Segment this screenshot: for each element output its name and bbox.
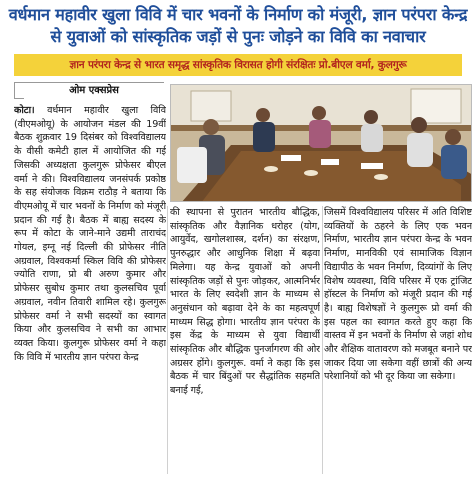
article-column-2: की स्थापना से पुरातन भारतीय बौद्धिक, सांस्कृतिक और वैज्ञानिक धरोहर (योग, आयुर्वेद, खगोलशास्त्र, दर्शन) का संरक्षण, पुनरुद्धार और आधुनिक शिक्षा में बढ़वा मिलेगा। यह केन्द्र युवाओं को अपनी सांस्कृतिक जड़ों से पुनः जोड़कर, आत्मनिर्भर भारत के लिए स्वदेशी ज्ञान के माध्यम से अनुसंधान को बढ़ावा देने के का महत्वपूर्ण माध्यम सिद्ध होगा। भारतीय ज्ञान परंपरा के इस केंद्र के माध्यम से युवा विद्यार्थी सांस्कृतिक और बौद्धिक पुनर्जागरण की ओर अग्रसर होंगे। कुलगुरू. वर्मा ने कहा कि इस बैठक में चार बिंदुओं पर सैद्धांतिक सहमति बनाई गई, (170, 207, 320, 397)
column-1-text: वर्धमान महावीर खुला विवि (वीएमओयू) के आयोजन मंडल की 19वीं बैठक शुक्रवार 19 दिसंबर को विश्वविद्यालय के वीसी कमेटी हाल में आयोजित की गई जिसकी अध्यक्षता कुलगुरू प्रोफेसर बीएल वर्मा ने की। विश्वविद्यालय जनसंपर्क प्रकोष्ठ के सह संयोजक विक्रम राठौड़ ने बताया कि वीएमओयू में चार भवनों के निर्माण को मंजूरी प्रदान की गई है। बैठक में बाह्य सदस्य के रूप में कोटा के जाने-माने उद्यमी ताराचंद गोयल, इग्नू नई दिल्ली की प्रोफेसर नीति अग्रवाल, विश्वकर्मा स्किल विवि की प्रोफेसर ज्योति राणा, प्रो बी अरुण कुमार और प्रोफेसर सुबोध कुमार तथा कुलसचिव पूर्वा अग्रवाल, नवीन तिवारी शामिल रहे। कुलगुरू प्रोफेसर वर्मा ने सभी सदस्यों का स्वागत किया और कुलसचिव ने सभी का आभार व्यक्त किया। कुलगुरू प्रोफेसर वर्मा ने कहा कि विवि में भारतीय ज्ञान परंपरा केन्द्र (14, 105, 166, 363)
article-headline: वर्धमान महावीर खुला विवि में चार भवनों के निर्माण को मंजूरी, ज्ञान परंपरा केन्द्र से युवाओं को सांस्कृतिक जड़ों से पुनः जोड़ने का विवि का नवाचार (8, 5, 468, 46)
meeting-photo-illustration (171, 85, 472, 202)
meeting-photo (170, 84, 472, 202)
article-column-1 (14, 104, 166, 476)
article-subheadline: ज्ञान परंपरा केन्द्र से भारत समृद्ध सांस्कृतिक विरासत होगी संरक्षितः प्रो.बीएल वर्मा, कुलगुरू (14, 54, 462, 76)
column-divider (322, 206, 323, 474)
byline: ओम एक्सप्रेस (24, 83, 164, 99)
column-divider (167, 206, 168, 474)
article-column-3: जिसमें विश्वविद्यालय परिसर में अति विशिष्ट व्यक्तियों के ठहरने के लिए एक भवन निर्माण, भारतीय ज्ञान परंपरा केन्द्र के भवन निर्माण, मानविकी एवं सामाजिक विज्ञान विद्यापीठ के भवन निर्माण, दिव्यांगों के लिए विशेष व्यवस्था, विवि परिसर में एक ट्रांजिट हॉस्टल के निर्माण को मंजूरी प्रदान की गई है। बाह्य विशेषज्ञों ने कुलगुरू प्रो वर्मा की इस पहल का स्वागत करते हुए कहा कि वास्तव में इन भवनों के निर्माण से जहां शोध और शैक्षिक वातावरण को मजबूत बनाने पर जाकर दिया जा सकेगा वहीं छात्रों की अन्य परेशानियों को भी दूर किया जा सकेगा। (324, 207, 472, 383)
dateline: कोटा। (14, 105, 35, 116)
